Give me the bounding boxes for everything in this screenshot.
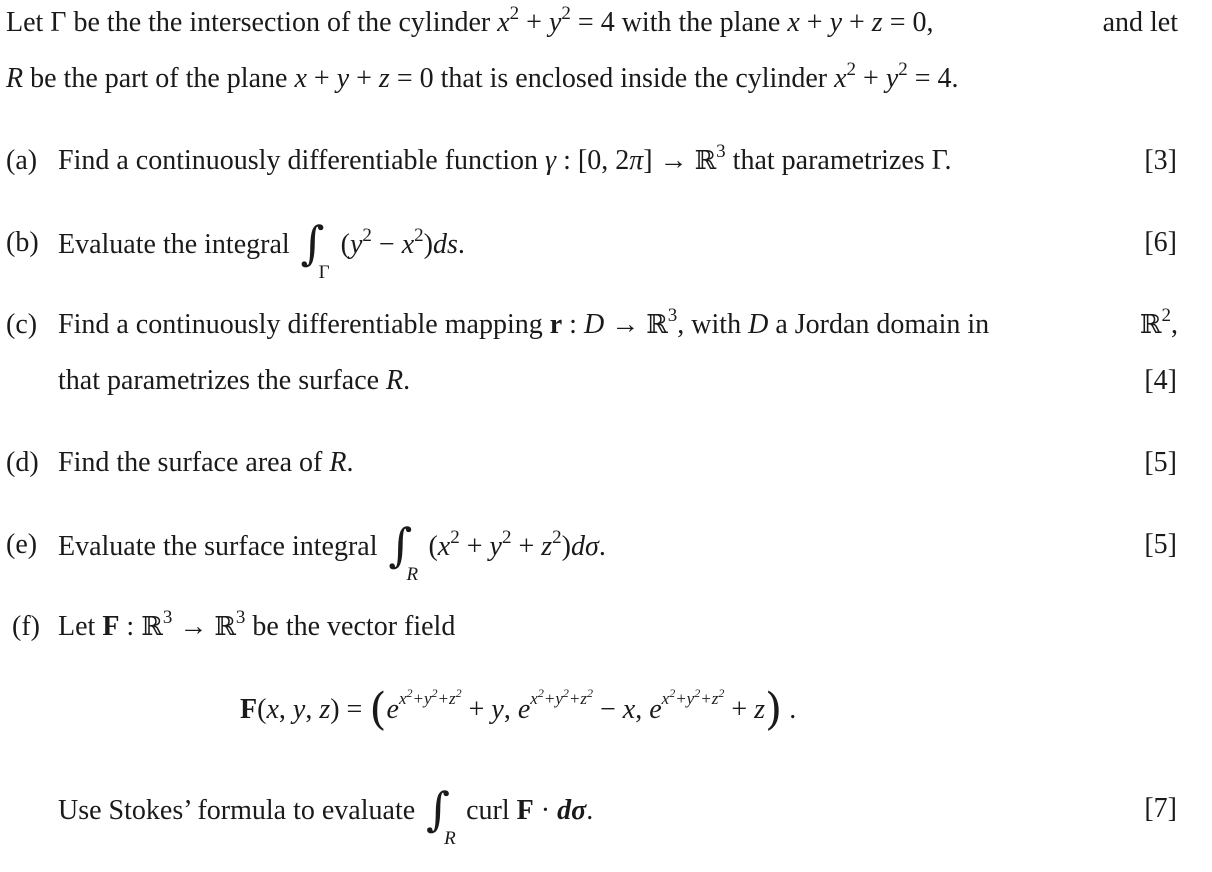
integral-sign: ∫ R — [426, 782, 456, 849]
part-b-marks: [6] — [1144, 227, 1177, 258]
part-b-label: (b) — [6, 227, 39, 258]
part-b-text: Evaluate the integral ∫ Γ $(y^2 - x^2)ds$. — [58, 216, 465, 283]
part-d-text: Find the surface area of R. — [58, 447, 354, 478]
part-f-label: (f) — [12, 611, 40, 642]
intro-line-1: Let Γ be the the intersection of the cylinder $x^2 + y^2 = 4$ with the plane x + y + z = 0, and let — [6, 3, 1178, 38]
part-a-marks: [3] — [1144, 145, 1177, 176]
part-e-label: (e) — [6, 529, 38, 560]
integral-sign: ∫ R — [388, 518, 419, 585]
integral-sign: ∫ Γ — [300, 216, 330, 283]
intro-line-2: R be the part of the plane x + y + z = 0 that is enclosed inside the cylinder $x^2 + y^2 = 4$. — [6, 59, 959, 94]
part-f-marks: [7] — [1144, 793, 1177, 824]
part-d-label: (d) — [6, 447, 39, 478]
part-a-label: (a) — [6, 145, 38, 176]
part-f-line-1: Let F : ℝ$^3$ → ℝ$^3$ be the vector field — [58, 607, 456, 642]
part-e-text: Evaluate the surface integral ∫ R $(x^2 + y^2 + z^2)d\sigma$. — [58, 518, 606, 585]
part-c-marks: [4] — [1144, 365, 1177, 396]
part-c-line-2: that parametrizes the surface R. — [58, 365, 411, 396]
part-d-marks: [5] — [1144, 447, 1177, 478]
part-e-marks: [5] — [1144, 529, 1177, 560]
part-a-text: Find a continuously differentiable function γ : [0, 2π] → ℝ$^3$ that parametrizes Γ. — [58, 141, 952, 176]
vector-field-formula: F(x, y, $z) = (e^{x^2+y^2+z^2} + y$, $e^{x^2+y^2+z^2} - x$, $e^{x^2+y^2+z^2} + z$) . — [240, 684, 797, 735]
part-f-stokes: Use Stokes’ formula to evaluate ∫ R curl F · dσ. — [58, 782, 594, 849]
part-c-label: (c) — [6, 309, 38, 340]
part-c-line-1: Find a continuously differentiable mapping r : D → ℝ$^3$, with D a Jordan domain in ℝ$^2$, — [58, 305, 1178, 340]
